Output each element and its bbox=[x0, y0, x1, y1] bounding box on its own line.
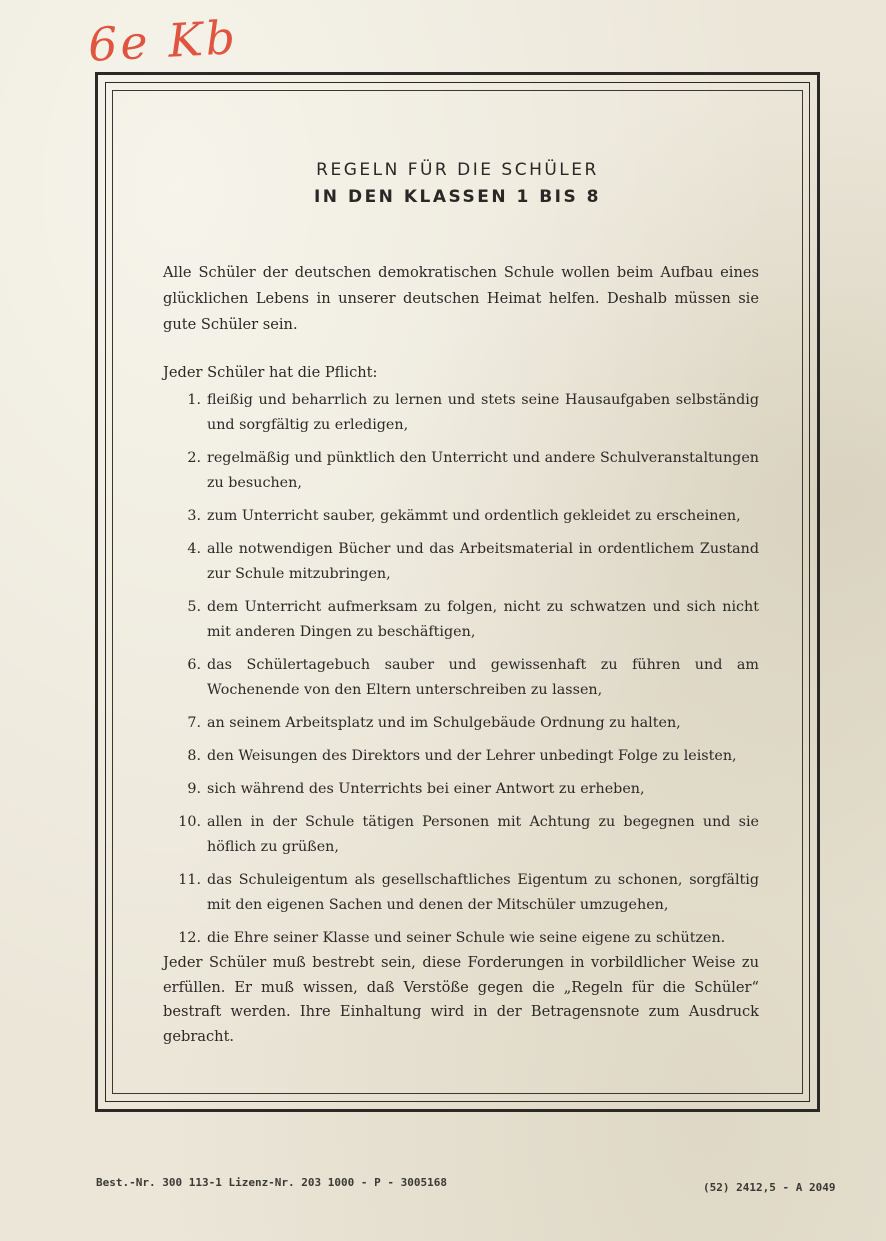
duty-number: 12. bbox=[178, 930, 201, 946]
document-title-line-2: IN DEN KLASSEN 1 BIS 8 bbox=[313, 187, 601, 207]
duty-text: zum Unterricht sauber, gekämmt und ordentlich gekleidet zu erscheinen, bbox=[207, 508, 741, 524]
duty-item bbox=[163, 653, 759, 703]
intro-paragraph: Alle Schüler der deutschen demokratischen Schule wollen beim Aufbau eines glücklichen Lebens in unserer deutschen Heimat helfen. Deshalb müssen sie gute Schüler sein. bbox=[163, 264, 759, 333]
duty-number: 4. bbox=[187, 541, 201, 557]
footer-order-number: Best.-Nr. 300 113-1 Lizenz-Nr. 203 1000 - P - 3005168 bbox=[96, 1176, 447, 1189]
duty-item bbox=[163, 777, 759, 802]
duty-number: 3. bbox=[187, 508, 201, 524]
duty-number: 11. bbox=[178, 872, 201, 888]
duty-text: an seinem Arbeitsplatz und im Schulgebäude Ordnung zu halten, bbox=[207, 715, 681, 731]
handwritten-annotation: 6e Kb bbox=[86, 10, 240, 72]
duty-text: das Schuleigentum als gesellschaftliches Eigentum zu schonen, sorgfältig mit den eigenen Sachen und denen der Mitschüler umzugehen, bbox=[207, 872, 759, 913]
duty-text: das Schülertagebuch sauber und gewissenhaft zu führen und am Wochenende von den Eltern unterschreiben zu lassen, bbox=[207, 657, 759, 698]
duty-number: 1. bbox=[187, 392, 201, 408]
duty-number: 9. bbox=[187, 781, 201, 797]
duty-number: 2. bbox=[187, 450, 201, 466]
duty-text: dem Unterricht aufmerksam zu folgen, nicht zu schwatzen und sich nicht mit anderen Dingen zu beschäftigen, bbox=[207, 599, 759, 640]
duty-text: regelmäßig und pünktlich den Unterricht und andere Schulveranstaltungen zu besuchen, bbox=[207, 450, 759, 491]
duty-item bbox=[163, 744, 759, 769]
duty-number: 10. bbox=[178, 814, 201, 830]
duty-number: 5. bbox=[187, 599, 201, 615]
document-title-line-1: REGELN FÜR DIE SCHÜLER bbox=[316, 160, 599, 180]
duty-item bbox=[163, 868, 759, 918]
duty-item bbox=[163, 504, 759, 529]
duty-item bbox=[163, 810, 759, 860]
duty-item bbox=[163, 926, 759, 951]
duty-number: 7. bbox=[187, 715, 201, 731]
duty-item bbox=[163, 711, 759, 736]
closing-paragraph: Jeder Schüler muß bestrebt sein, diese Forderungen in vorbildlicher Weise zu erfüllen. Er muß wissen, daß Verstöße gegen die „Regeln für die Schüler“ bestraft werden. Ihre Einhaltung wird in der Betragensnote zum Ausdruck gebracht. bbox=[163, 954, 759, 1045]
duty-text: den Weisungen des Direktors und der Lehrer unbedingt Folge zu leisten, bbox=[207, 748, 737, 764]
duty-number: 8. bbox=[187, 748, 201, 764]
footer-print-code: (52) 2412,5 - A 2049 bbox=[703, 1181, 836, 1194]
duties-list bbox=[163, 388, 759, 951]
duty-text: allen in der Schule tätigen Personen mit Achtung zu begegnen und sie höflich zu grüßen, bbox=[207, 814, 759, 855]
duty-heading: Jeder Schüler hat die Pflicht: bbox=[163, 364, 378, 381]
duty-item bbox=[163, 595, 759, 645]
duty-text: die Ehre seiner Klasse und seiner Schule wie seine eigene zu schützen. bbox=[207, 930, 726, 946]
duty-item bbox=[163, 537, 759, 587]
duty-item bbox=[163, 446, 759, 496]
duty-item bbox=[163, 388, 759, 438]
duty-number: 6. bbox=[187, 657, 201, 673]
duty-text: sich während des Unterrichts bei einer Antwort zu erheben, bbox=[207, 781, 645, 797]
duty-text: fleißig und beharrlich zu lernen und stets seine Hausaufgaben selbständig und sorgfältig zu erledigen, bbox=[207, 392, 759, 433]
duty-text: alle notwendigen Bücher und das Arbeitsmaterial in ordentlichem Zustand zur Schule mitzubringen, bbox=[207, 541, 759, 582]
